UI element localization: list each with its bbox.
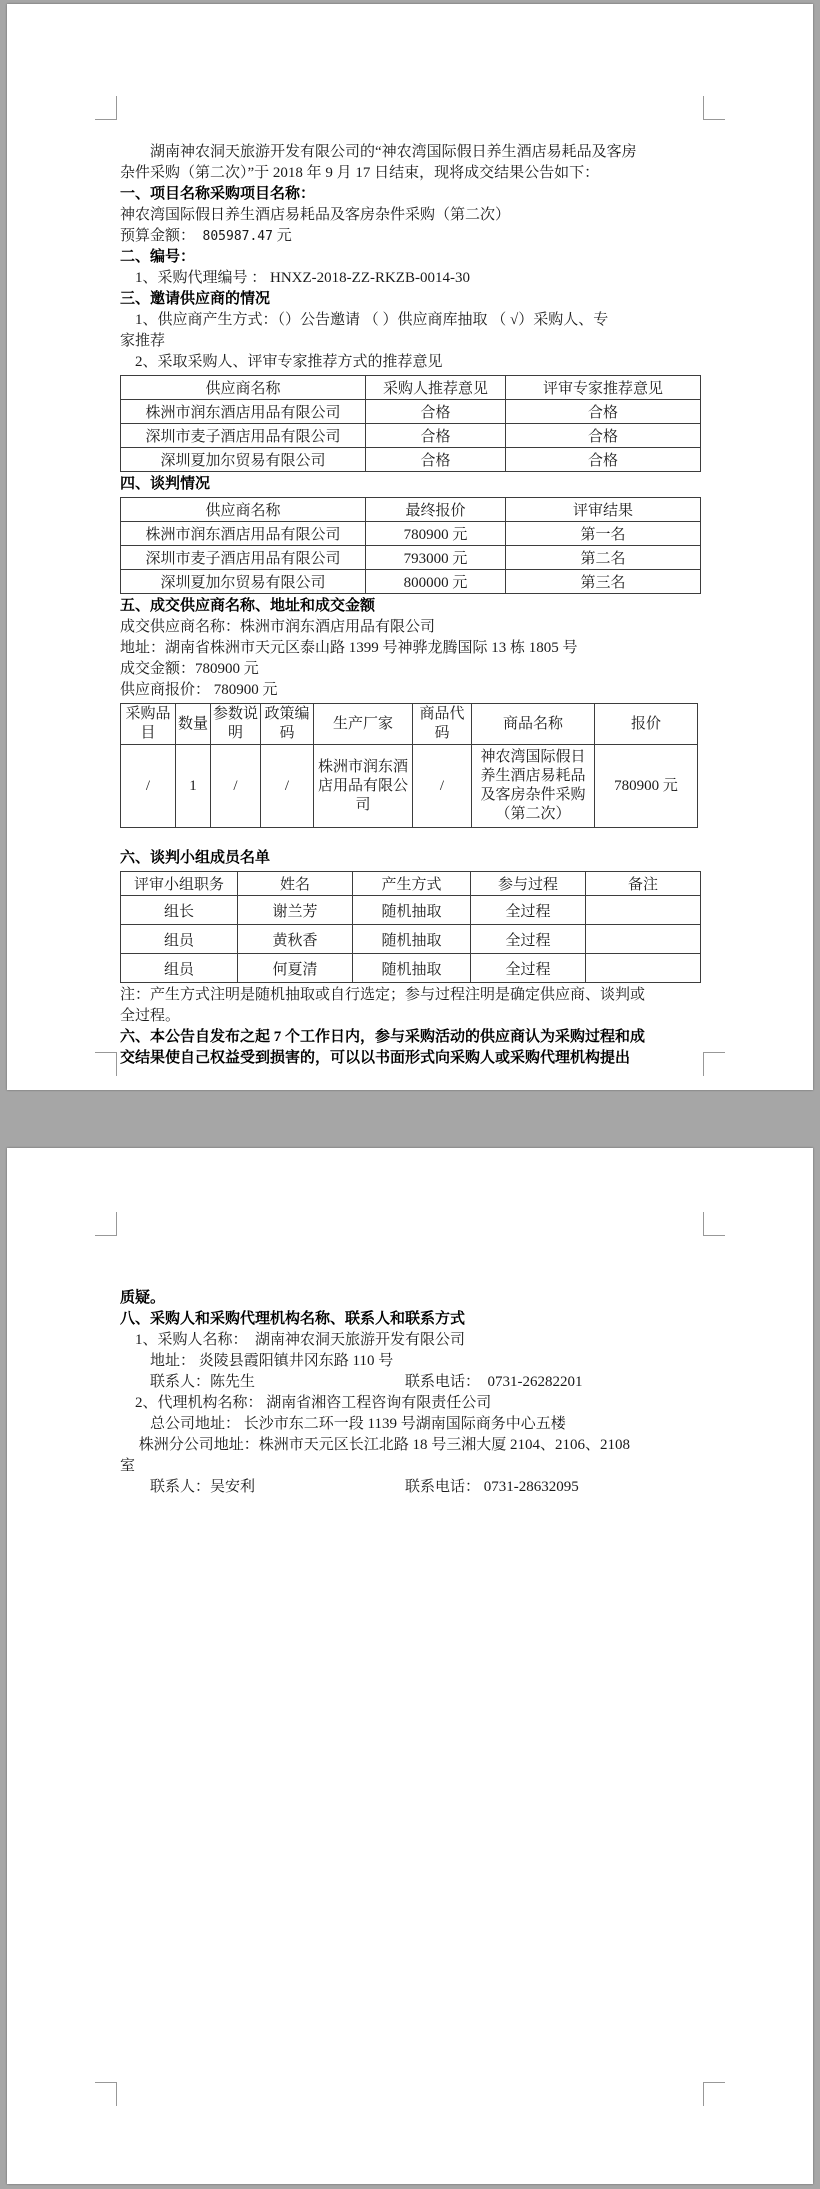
table-cell: / [413, 745, 472, 828]
table-row [121, 954, 701, 983]
section-4-heading: 四、谈判情况 [120, 476, 211, 492]
table-cell: 组长 [121, 896, 238, 925]
crop-mark-bottom-right [703, 1052, 725, 1076]
crop-mark-bottom-left [95, 1052, 117, 1076]
recommend-intro-line: 2、采取采购人、评审专家推荐方式的推荐意见 [120, 354, 443, 370]
table-cell: 793000 元 [366, 546, 506, 570]
section-2-heading: 二、编号： [120, 249, 196, 265]
intro-line: 湖南神农洞天旅游开发有限公司的“神农湾国际假日养生酒店易耗品及客房 [120, 144, 637, 160]
table-cell: 全过程 [471, 925, 586, 954]
budget-unit: 元 [272, 228, 292, 244]
table-cell: 全过程 [471, 896, 586, 925]
agency-hq-address-line: 总公司地址： 长沙市东二环一段 1139 号湖南国际商务中心五楼 [120, 1416, 566, 1432]
crop-mark-top-right [703, 96, 725, 120]
project-name-line: 神农湾国际假日养生酒店易耗品及客房杂件采购（第二次） [120, 207, 511, 223]
budget-label: 预算金额： [120, 228, 203, 244]
column-header: 采购品目 [121, 704, 176, 745]
supplier-method-line: 家推荐 [120, 333, 166, 349]
table-cell: 合格 [506, 448, 701, 472]
table-cell: 随机抽取 [353, 925, 471, 954]
column-header: 评审专家推荐意见 [506, 376, 701, 400]
table-cell: 黄秋香 [238, 925, 353, 954]
objection-notice-line: 六、本公告自发布之起 7 个工作日内，参与采购活动的供应商认为采购过程和成 [120, 1029, 646, 1045]
column-header: 商品代码 [413, 704, 472, 745]
agency-branch-address-line: 室 [120, 1458, 136, 1474]
table-row [121, 745, 698, 828]
table-cell: 深圳夏加尔贸易有限公司 [121, 448, 366, 472]
column-header: 政策编码 [261, 704, 314, 745]
page-1-content [7, 4, 813, 1069]
column-header: 商品名称 [472, 704, 595, 745]
crop-mark-bottom-right [703, 2082, 725, 2106]
table-cell [586, 896, 701, 925]
table-cell: 深圳夏加尔贸易有限公司 [121, 570, 366, 594]
column-header: 生产厂家 [314, 704, 413, 745]
table-cell: 组员 [121, 954, 238, 983]
deal-detail-table [120, 703, 698, 828]
winner-name-line: 成交供应商名称：株洲市润东酒店用品有限公司 [120, 619, 436, 635]
agency-contact-line: 联系人：吴安利 联系电话： 0731-28632095 [120, 1479, 579, 1495]
note-line: 注：产生方式注明是随机抽取或自行选定；参与过程注明是确定供应商、谈判或 [120, 987, 646, 1003]
table-row [121, 522, 701, 546]
table-row [121, 896, 701, 925]
table-cell: 第一名 [506, 522, 701, 546]
section-6-heading: 六、谈判小组成员名单 [120, 850, 271, 866]
table-cell: 株洲市润东酒店用品有限公司 [121, 522, 366, 546]
note-line: 全过程。 [120, 1008, 181, 1024]
column-header: 采购人推荐意见 [366, 376, 506, 400]
objection-notice-continuation: 质疑。 [120, 1290, 166, 1306]
agency-branch-address-line: 株洲分公司地址：株洲市天元区长江北路 18 号三湘大厦 2104、2106、2108 [120, 1437, 631, 1453]
recommendation-table [120, 375, 701, 472]
table-cell: 深圳市麦子酒店用品有限公司 [121, 546, 366, 570]
objection-notice-line: 交结果使自己权益受到损害的，可以以书面形式向采购人或采购代理机构提出 [120, 1050, 631, 1066]
table-row [121, 424, 701, 448]
purchaser-address-line: 地址： 炎陵县霞阳镇井冈东路 110 号 [120, 1353, 394, 1369]
table-cell: 合格 [366, 448, 506, 472]
crop-mark-bottom-left [95, 2082, 117, 2106]
negotiation-table [120, 497, 701, 594]
section-8-heading: 八、采购人和采购代理机构名称、联系人和联系方式 [120, 1311, 466, 1327]
table-cell: 株洲市润东酒店用品有限公司 [314, 745, 413, 828]
table-header-row [121, 498, 701, 522]
intro-line: 杂件采购（第二次）”于 2018 年 9 月 17 日结束，现将成交结果公告如下： [120, 165, 600, 181]
table-cell: / [211, 745, 261, 828]
table-cell: 合格 [366, 424, 506, 448]
page-1 [7, 4, 813, 1090]
table-cell [586, 954, 701, 983]
section-1-heading: 一、项目名称采购项目名称： [120, 186, 316, 202]
supplier-method-line: 1、供应商产生方式：（）公告邀请 （ ）供应商库抽取 （ √）采购人、专 [120, 312, 609, 328]
table-cell: 第二名 [506, 546, 701, 570]
column-header: 参数说明 [211, 704, 261, 745]
table-row [121, 925, 701, 954]
table-cell: 随机抽取 [353, 896, 471, 925]
table-cell: 780900 元 [595, 745, 698, 828]
column-header: 数量 [176, 704, 211, 745]
table-cell: 何夏清 [238, 954, 353, 983]
table-cell: / [261, 745, 314, 828]
table-cell [586, 925, 701, 954]
section-3-heading: 三、邀请供应商的情况 [120, 291, 271, 307]
crop-mark-top-right [703, 1212, 725, 1236]
column-header: 姓名 [238, 872, 353, 896]
purchaser-contact-line: 联系人：陈先生 联系电话： 0731-26282201 [120, 1374, 583, 1390]
purchaser-name-line: 1、采购人名称： 湖南神农洞天旅游开发有限公司 [120, 1332, 466, 1348]
crop-mark-top-left [95, 96, 117, 120]
agency-code-line: 1、采购代理编号 ： HNXZ-2018-ZZ-RKZB-0014-30 [120, 270, 470, 286]
column-header: 评审小组职务 [121, 872, 238, 896]
column-header: 评审结果 [506, 498, 701, 522]
page-2-content [7, 1148, 813, 1498]
panel-members-table [120, 871, 701, 983]
crop-mark-top-left [95, 1212, 117, 1236]
budget-amount: 805987.47 [202, 229, 273, 244]
column-header: 产生方式 [353, 872, 471, 896]
column-header: 供应商名称 [121, 498, 366, 522]
table-cell: 深圳市麦子酒店用品有限公司 [121, 424, 366, 448]
table-cell: 随机抽取 [353, 954, 471, 983]
column-header: 供应商名称 [121, 376, 366, 400]
table-cell: 合格 [506, 424, 701, 448]
page-2 [7, 1148, 813, 2184]
table-row [121, 400, 701, 424]
supplier-quote-line: 供应商报价： 780900 元 [120, 682, 278, 698]
winner-address-line: 地址：湖南省株洲市天元区泰山路 1399 号神骅龙腾国际 13 栋 1805 号 [120, 640, 578, 656]
table-cell: 神农湾国际假日养生酒店易耗品及客房杂件采购（第二次） [472, 745, 595, 828]
section-5-heading: 五、成交供应商名称、地址和成交金额 [120, 598, 376, 614]
table-cell: 800000 元 [366, 570, 506, 594]
table-cell: 合格 [366, 400, 506, 424]
table-cell: 全过程 [471, 954, 586, 983]
table-row [121, 570, 701, 594]
table-cell: 组员 [121, 925, 238, 954]
table-row [121, 546, 701, 570]
table-cell: 第三名 [506, 570, 701, 594]
budget-line [120, 226, 743, 247]
deal-amount-line: 成交金额：780900 元 [120, 661, 259, 677]
table-row [121, 448, 701, 472]
agency-name-line: 2、代理机构名称： 湖南省湘咨工程咨询有限责任公司 [120, 1395, 492, 1411]
table-header-row [121, 376, 701, 400]
table-cell: / [121, 745, 176, 828]
table-header-row [121, 872, 701, 896]
table-cell: 谢兰芳 [238, 896, 353, 925]
table-header-row [121, 704, 698, 745]
table-cell: 株洲市润东酒店用品有限公司 [121, 400, 366, 424]
table-cell: 1 [176, 745, 211, 828]
column-header: 参与过程 [471, 872, 586, 896]
column-header: 报价 [595, 704, 698, 745]
table-cell: 780900 元 [366, 522, 506, 546]
column-header: 最终报价 [366, 498, 506, 522]
column-header: 备注 [586, 872, 701, 896]
table-cell: 合格 [506, 400, 701, 424]
